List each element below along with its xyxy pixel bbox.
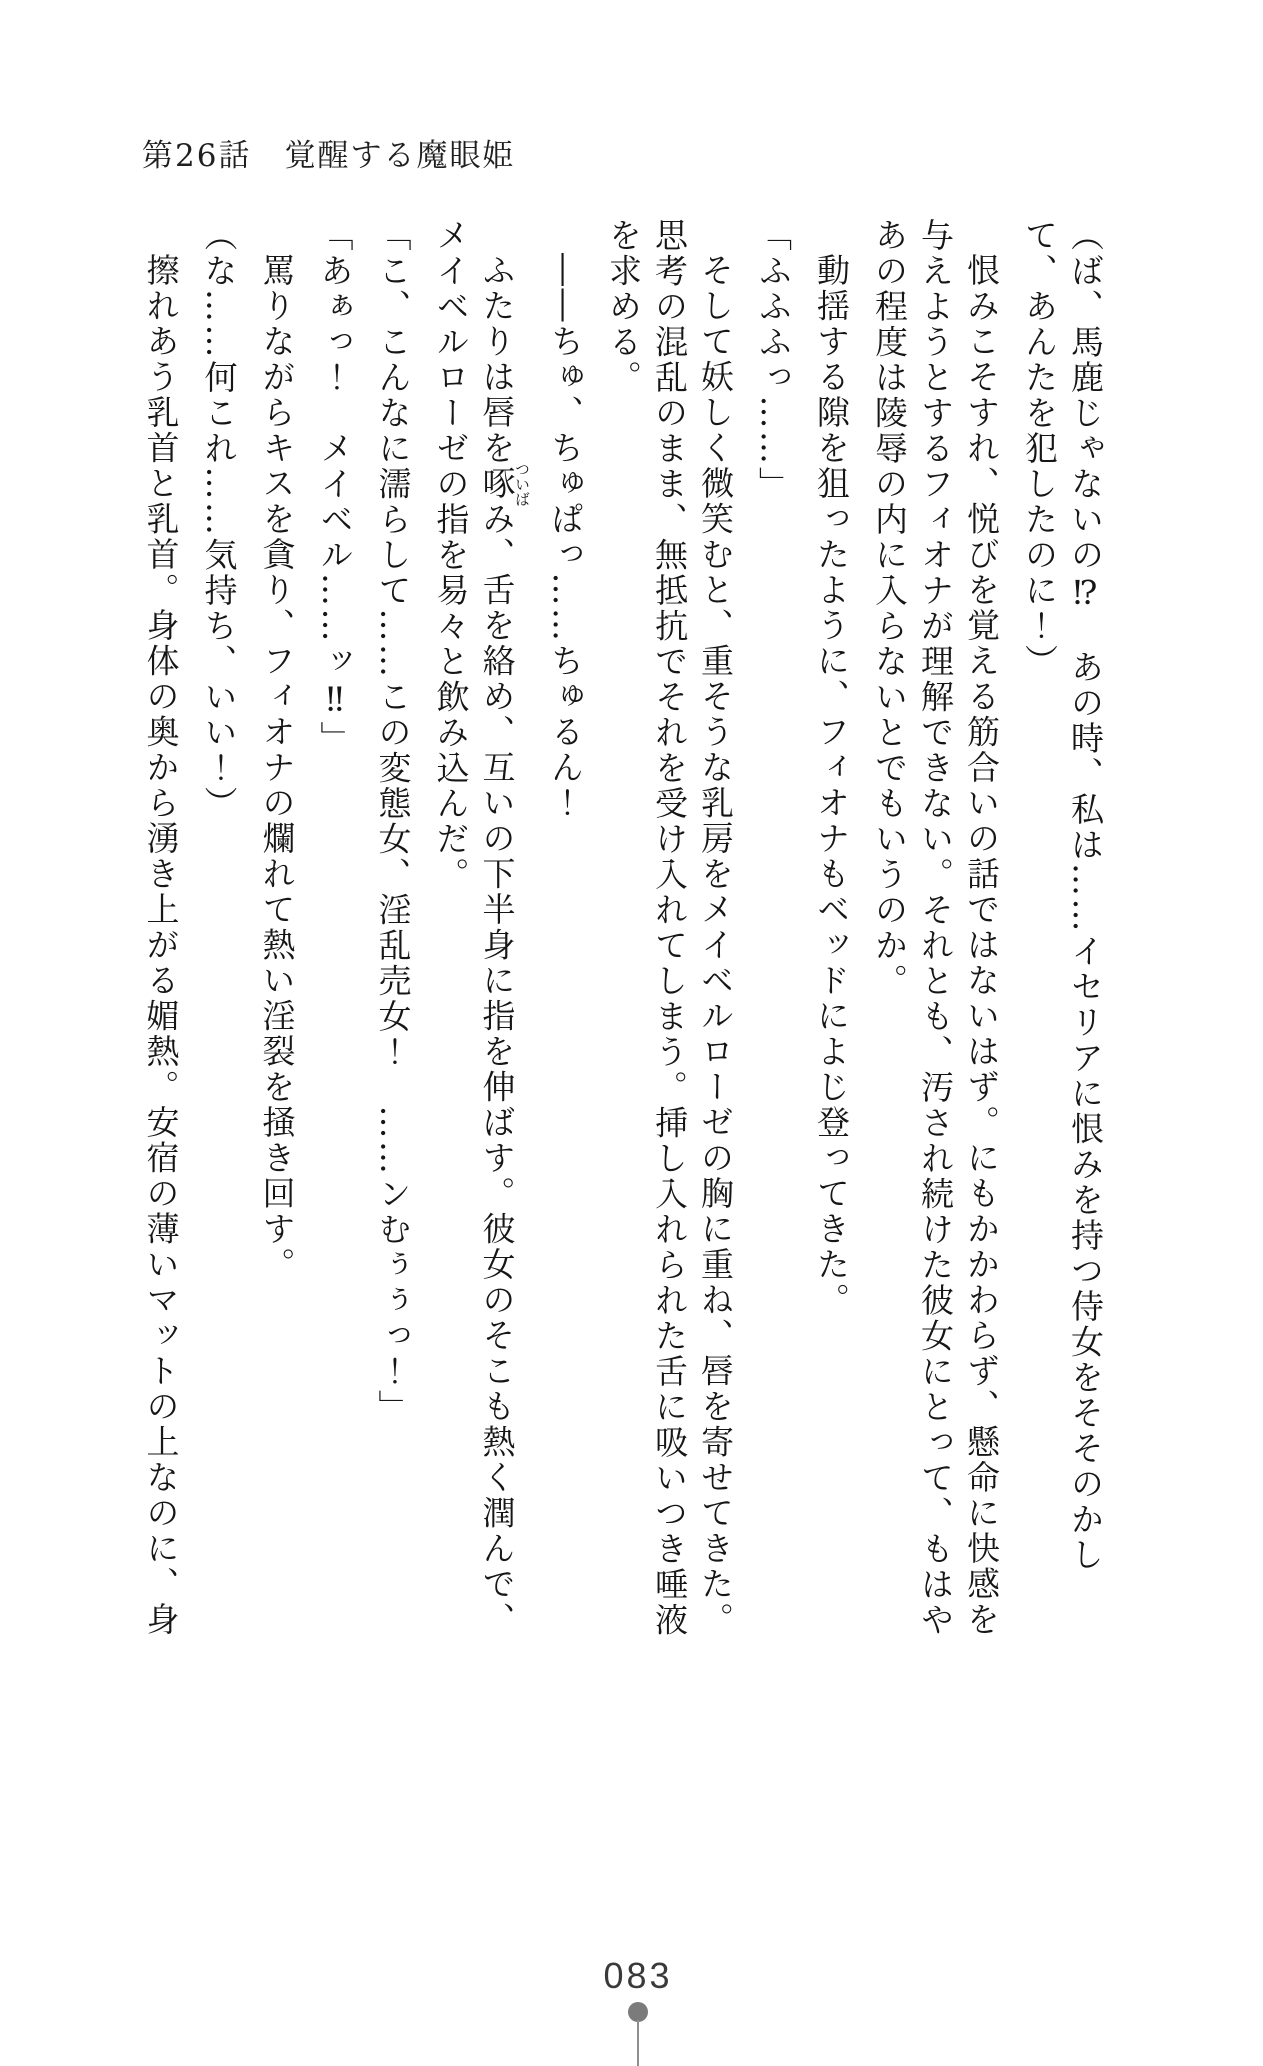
footer-line-ornament [637, 2020, 639, 2066]
paragraph: （な……何これ……気持ち、いい！） [199, 218, 239, 822]
paragraph: 「ふふふっ……」 [754, 218, 793, 502]
paragraph: 「あぁっ！ メイベル……ッ‼」 [315, 218, 355, 757]
paragraph: 恨みこそすれ、悦びを覚える筋合いの話ではないはず。にもかかわらず、懸命に快感を与えようとするフィオナが理解できない。それとも、汚され続けた彼女にとって、もはやあの程度は陵辱の内に入らないとでもいうのか。 [870, 218, 1001, 1638]
paragraph: ――ちゅ、ちゅぱっ……ちゅるん！ [546, 253, 585, 821]
main-text [120, 218, 1108, 1639]
paragraph: 罵りながらキスを貪り、フィオナの爛れて熱い淫裂を掻き回す。 [257, 253, 297, 1283]
page-number: 083 [603, 1955, 673, 1996]
paragraph: 擦れあう乳首と乳首。身体の奥から湧き上がる媚熱。安宿の薄いマットの上なのに、身 [141, 253, 181, 1638]
paragraph: ふたりは唇を啄ついばみ、舌を絡め、互いの下半身に指を伸ばす。彼女のそこも熱く潤んで、メイベルローゼの指を易々と飲み込んだ。 [431, 218, 531, 1638]
paragraph: 動揺する隙を狙ったように、フィオナもベッドによじ登ってきた。 [812, 253, 851, 1318]
footer-dot-ornament [628, 2002, 648, 2022]
paragraph: そして妖しく微笑むと、重そうな乳房をメイベルローゼの胸に重ね、唇を寄せてきた。思考の混乱のまま、無抵抗でそれを受け入れてしまう。挿し入れられた舌に吸いつき唾液を求める。 [604, 218, 735, 1638]
paragraph: 「こ、こんなに濡らして……この変態女、淫乱売女！ ……ンむぅぅっ！」 [373, 218, 413, 1425]
chapter-header: 第26話 覚醒する魔眼姫 [142, 138, 516, 174]
ruby-annotated-word: 啄ついば [477, 461, 531, 507]
paragraph: （ば、馬鹿じゃないの⁉ あの時、私は……イセリアに恨みを持つ侍女をそそのかして、あんたを犯したのに！） [1020, 218, 1105, 1573]
